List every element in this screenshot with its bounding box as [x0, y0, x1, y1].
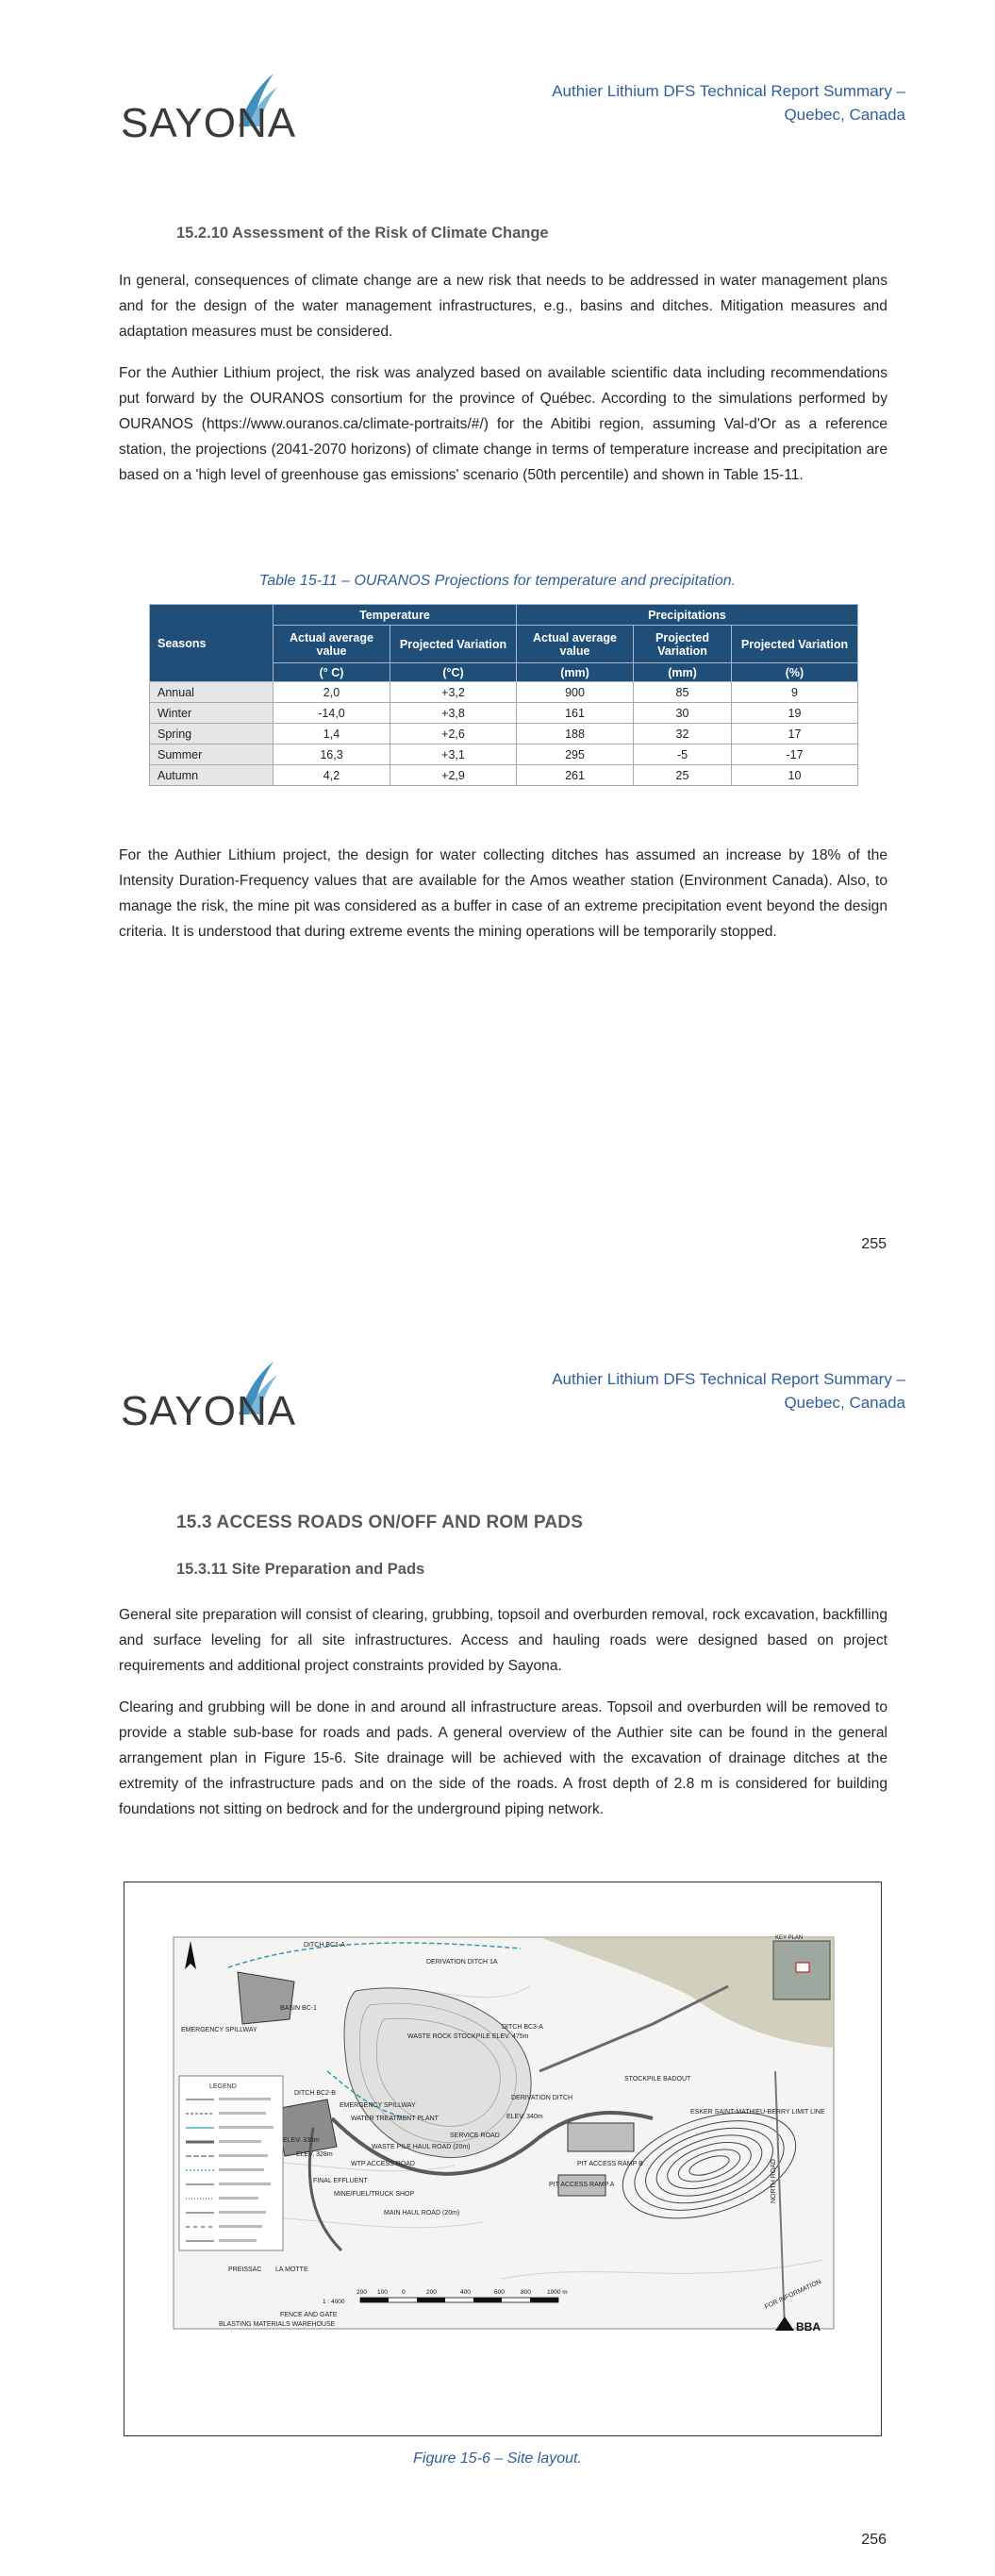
table-cell: -5 [634, 744, 732, 765]
map-label: ESKER SAINT-MATHIEU-BERRY LIMIT LINE [690, 2109, 825, 2116]
map-label: PIT ACCESS RAMP B [577, 2161, 643, 2167]
map-label: DITCH BC3-A [502, 2024, 543, 2031]
section-heading: 15.3 ACCESS ROADS ON/OFF AND ROM PADS [176, 1513, 584, 1532]
unit-header: (°C) [390, 663, 517, 682]
table-cell: +2,6 [390, 724, 517, 744]
page-number: 255 [861, 1236, 887, 1252]
logo-wordmark: SAYONA [121, 100, 297, 146]
sayona-logo [121, 72, 297, 147]
paragraph-2: Clearing and grubbing will be done in and around all infrastructure areas. Topsoil and overburden will be removed to provide a stable sub-base for roads and pads. A general overview of the Authier site can be found in the general arrangement plan in Figure 15-6. Site drainage will be achieved with the excavation of drainage ditches at the extremity of the infrastructure pads and on the side of the roads. A frost depth of 2.8 m is considered for building foundations not sitting on bedrock and for the underground piping network. [119, 1699, 887, 1817]
paragraph-1: In general, consequences of climate change are a new risk that needs to be addressed in water management plans and for the design of the water management infrastructures, e.g., basins and ditches. Mitigation measures and adaptation measures must be considered. [119, 273, 887, 340]
climate-projection-table [149, 604, 858, 786]
scale-tick: 400 [460, 2289, 471, 2296]
map-label: DITCH BC1-A [304, 1942, 345, 1949]
figure-caption: Figure 15-6 – Site layout. [413, 2451, 582, 2467]
running-header [552, 1367, 905, 1414]
row-label: Autumn [150, 765, 274, 786]
table-cell: -17 [732, 744, 858, 765]
unit-header: (° C) [274, 663, 390, 682]
table-row [150, 682, 858, 703]
key-plan-label: KEY PLAN [775, 1935, 804, 1941]
paragraph-1: General site preparation will consist of clearing, grubbing, topsoil and overburden removal, rock excavation, backfilling and surface leveling for all site infrastructures. Access and hauling roads were designed based on project requirements and additional project constraints provided by Sayona. [119, 1607, 887, 1674]
row-label: Summer [150, 744, 274, 765]
table-cell: -14,0 [274, 703, 390, 724]
map-label: WASTE ROCK STOCKPILE ELEV. 475m [407, 2033, 529, 2040]
table-cell: 900 [517, 682, 634, 703]
map-label: LA MOTTE [275, 2267, 308, 2273]
scale-tick: 600 [494, 2289, 505, 2296]
header-line-2: Quebec, Canada [784, 1394, 905, 1412]
header-line-1: Authier Lithium DFS Technical Report Summary – [552, 1370, 905, 1388]
table-cell: 19 [732, 703, 858, 724]
col-header-seasons: Seasons [150, 605, 274, 682]
group-header-temperature: Temperature [274, 605, 517, 626]
table-caption: Table 15-11 – OURANOS Projections for temperature and precipitation. [258, 573, 737, 589]
paragraph-3: For the Authier Lithium project, the design for water collecting ditches has assumed an increase by 18% of the Intensity Duration-Frequency values that are available for the Amos weather station (Environment Canada). Also, to manage the risk, the mine pit was considered as a buffer in case of an extreme precipitation event beyond the design criteria. It is understood that during extreme events the mining operations will be temporarily stopped. [119, 847, 887, 940]
map-label: WASTE PILE HAUL ROAD (20m) [372, 2144, 471, 2150]
subsection-heading: 15.3.11 Site Preparation and Pads [176, 1561, 425, 1578]
table-cell: 17 [732, 724, 858, 744]
unit-header: (%) [732, 663, 858, 682]
table-cell: 16,3 [274, 744, 390, 765]
map-label: WATER TREATMENT PLANT [351, 2116, 439, 2122]
table-row [150, 744, 858, 765]
table-cell: +3,8 [390, 703, 517, 724]
map-label: STOCKPILE BADOUT [624, 2076, 691, 2083]
section-heading: 15.2.10 Assessment of the Risk of Climate Change [176, 225, 549, 242]
table-cell: +3,2 [390, 682, 517, 703]
scale-tick: 200 [357, 2289, 367, 2296]
map-label: ELEV. 335m [283, 2137, 320, 2144]
table-cell: 30 [634, 703, 732, 724]
map-label: WTP ACCESS ROAD [351, 2161, 415, 2167]
table-cell: 295 [517, 744, 634, 765]
table-cell: 2,0 [274, 682, 390, 703]
table-cell: 32 [634, 724, 732, 744]
unit-header: (mm) [634, 663, 732, 682]
table-cell: 25 [634, 765, 732, 786]
row-label: Annual [150, 682, 274, 703]
map-label: BASIN BC-1 [280, 2005, 317, 2012]
map-label: SERVICE ROAD [450, 2133, 500, 2139]
site-layout-figure [124, 1882, 882, 2436]
table-row [150, 724, 858, 744]
scale-tick: 0 [402, 2289, 406, 2296]
running-header [552, 79, 905, 126]
page-256 [0, 1288, 995, 2576]
table-cell: 161 [517, 703, 634, 724]
table-cell: 261 [517, 765, 634, 786]
unit-header: (mm) [517, 663, 634, 682]
map-label: DERIVATION DITCH [511, 2095, 573, 2101]
group-header-precipitations: Precipitations [517, 605, 858, 626]
col-header: Actual average value [274, 626, 390, 663]
table-cell: 10 [732, 765, 858, 786]
sayona-logo [121, 1360, 297, 1435]
bba-logo-text: BBA [796, 2320, 821, 2333]
map-label: PIT ACCESS RAMP A [549, 2182, 615, 2188]
table-cell: +3,1 [390, 744, 517, 765]
map-label: FOR INFORMATION [763, 2278, 822, 2311]
scale-tick: 200 [426, 2289, 437, 2296]
col-header: Projected Variation [732, 626, 858, 663]
map-label: EMERGENCY SPILLWAY [181, 2027, 257, 2033]
map-label: PREISSAC [228, 2267, 262, 2273]
col-header: Actual average value [517, 626, 634, 663]
row-label: Spring [150, 724, 274, 744]
map-label: MINE/FUEL/TRUCK SHOP [334, 2191, 415, 2198]
legend-title: LEGEND [209, 2083, 237, 2090]
table-cell: +2,9 [390, 765, 517, 786]
table-cell: 9 [732, 682, 858, 703]
table-cell: 188 [517, 724, 634, 744]
map-label: FENCE AND GATE [280, 2312, 338, 2318]
paragraph-2: For the Authier Lithium project, the risk was analyzed based on available scientific data including recommendations put forward by the OURANOS consortium for the province of Québec. According to the simulations performed by OURANOS (https://www.ouranos.ca/climate-portraits/#/) for the Abitibi region, assuming Val-d'Or as a reference station, the projections (2041-2070 horizons) of climate change in terms of temperature increase and precipitation are based on a 'high level of greenhouse gas emissions' scenario (50th percentile) and shown in Table 15-11. [119, 365, 887, 483]
map-label: FINAL EFFLUENT [313, 2178, 368, 2184]
map-label: MAIN HAUL ROAD (20m) [384, 2210, 460, 2216]
map-label: DITCH BC2-B [294, 2090, 336, 2097]
page-number: 256 [861, 2532, 887, 2548]
header-line-2: Quebec, Canada [784, 106, 905, 124]
map-label: DERIVATION DITCH 1A [426, 1959, 498, 1965]
map-label: EMERGENCY SPILLWAY [340, 2102, 416, 2109]
col-header: Projected Variation [634, 626, 732, 663]
col-header: Projected Variation [390, 626, 517, 663]
table-cell: 4,2 [274, 765, 390, 786]
table-row [150, 703, 858, 724]
scale-tick: 1000 m [547, 2289, 568, 2296]
map-label: NORTH ROAD [771, 2159, 777, 2203]
map-label: ELEV. 328m [296, 2151, 333, 2158]
map-label: BLASTING MATERIALS WAREHOUSE [219, 2321, 336, 2328]
scale-tick: 800 [521, 2289, 531, 2296]
site-layout-map [124, 1882, 883, 2437]
map-label: ELEV. 340m [506, 2114, 543, 2120]
logo-wordmark: SAYONA [121, 1388, 297, 1434]
table-cell: 85 [634, 682, 732, 703]
table-cell: 1,4 [274, 724, 390, 744]
header-line-1: Authier Lithium DFS Technical Report Summary – [552, 82, 905, 100]
scale-tick: 100 [377, 2289, 388, 2296]
scale-ratio: 1 : 4000 [323, 2299, 345, 2305]
row-label: Winter [150, 703, 274, 724]
table-row [150, 765, 858, 786]
